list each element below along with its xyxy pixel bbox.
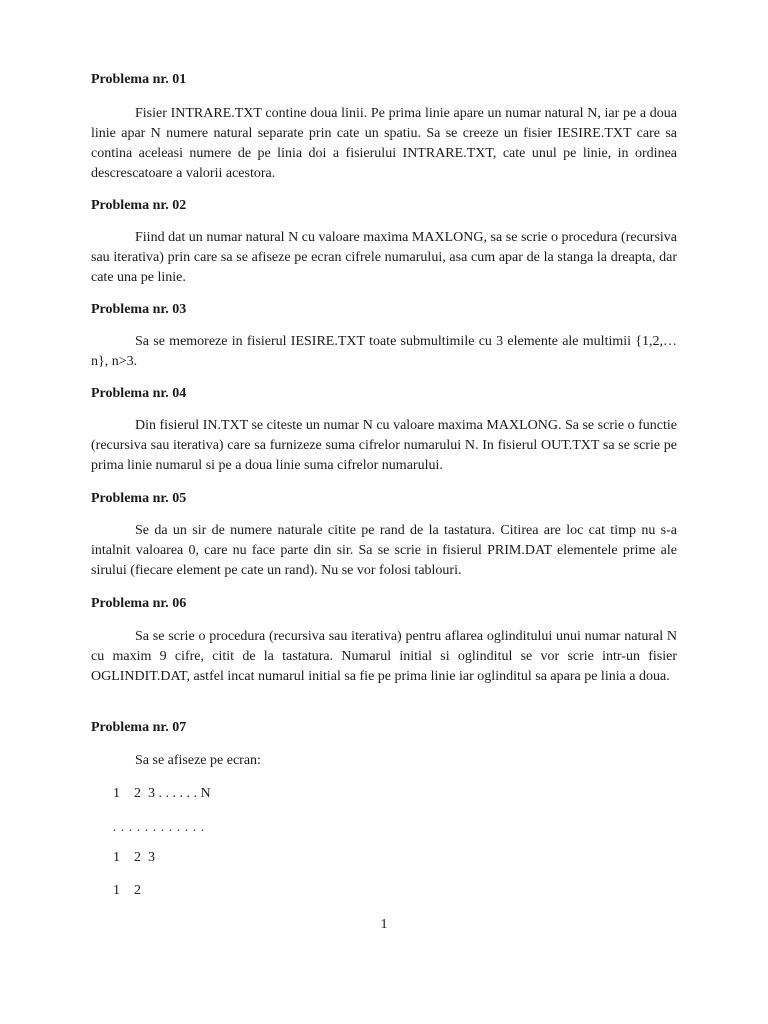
pattern-line-1: 1 2 3 . . . . . . N — [113, 786, 211, 801]
problem-07-heading: Problema nr. 07 — [91, 720, 187, 735]
problem-06-heading: Problema nr. 06 — [91, 596, 187, 611]
problem-02-heading: Problema nr. 02 — [91, 198, 187, 213]
pattern-line-dots: . . . . . . . . . . . . — [113, 820, 205, 834]
problem-02-text: Fiind dat un numar natural N cu valoare maxima MAXLONG, sa se scrie o procedura (recursiva sau iterativa) prin care sa se afiseze pe ecran cifrele numarului, asa cum apar de la stanga la dreapta, dar cate una pe linie. — [91, 230, 677, 285]
pattern-line-4: 1 2 — [113, 883, 141, 898]
problem-03-heading: Problema nr. 03 — [91, 302, 187, 317]
problem-04-text: Din fisierul IN.TXT se citeste un numar N cu valoare maxima MAXLONG. Sa se scrie o functie (recursiva sau iterativa) care sa furnizeze suma cifrelor numarului N. In fisierul OUT.TXT sa se scrie pe prima linie numarul si pe a doua linie suma cifrelor numarului. — [91, 418, 677, 473]
problem-06-text: Sa se scrie o procedura (recursiva sau iterativa) pentru aflarea oglinditului unui numar natural N cu maxim 9 cifre, citit de la tastatura. Numarul initial si oglinditul se vor scrie intr-un fisier OGLINDIT.DAT, astfel incat numarul initial sa fie pe prima linie iar oglinditul sa apara pe linia a doua. — [91, 629, 677, 684]
page-number: 1 — [380, 917, 388, 932]
pattern-line-3: 1 2 3 — [113, 850, 155, 865]
problem-03-text: Sa se memoreze in fisierul IESIRE.TXT toate submultimile cu 3 elemente ale multimii {1,2,…n}, n>3. — [91, 334, 677, 369]
problem-07-text: Sa se afiseze pe ecran: — [135, 753, 261, 768]
problem-01-text: Fisier INTRARE.TXT contine doua linii. Pe prima linie apare un numar natural N, iar pe a doua linie apar N numere natural separate prin cate un spatiu. Sa se creeze un fisier IESIRE.TXT care sa contina aceleasi numere de pe linia doi a fisierului INTRARE.TXT, cate unul pe linie, in ordinea descrescatoare a valorii acestora. — [91, 106, 677, 181]
problem-01-heading: Problema nr. 01 — [91, 72, 187, 87]
problem-04-heading: Problema nr. 04 — [91, 386, 187, 401]
problem-05-text: Se da un sir de numere naturale citite pe rand de la tastatura. Citirea are loc cat timp nu s-a intalnit valoarea 0, care nu face parte din sir. Sa se scrie in fisierul PRIM.DAT elementele prime ale sirului (fiecare element pe cate un rand). Nu se vor folosi tablouri. — [91, 523, 677, 578]
problem-05-heading: Problema nr. 05 — [91, 491, 187, 506]
